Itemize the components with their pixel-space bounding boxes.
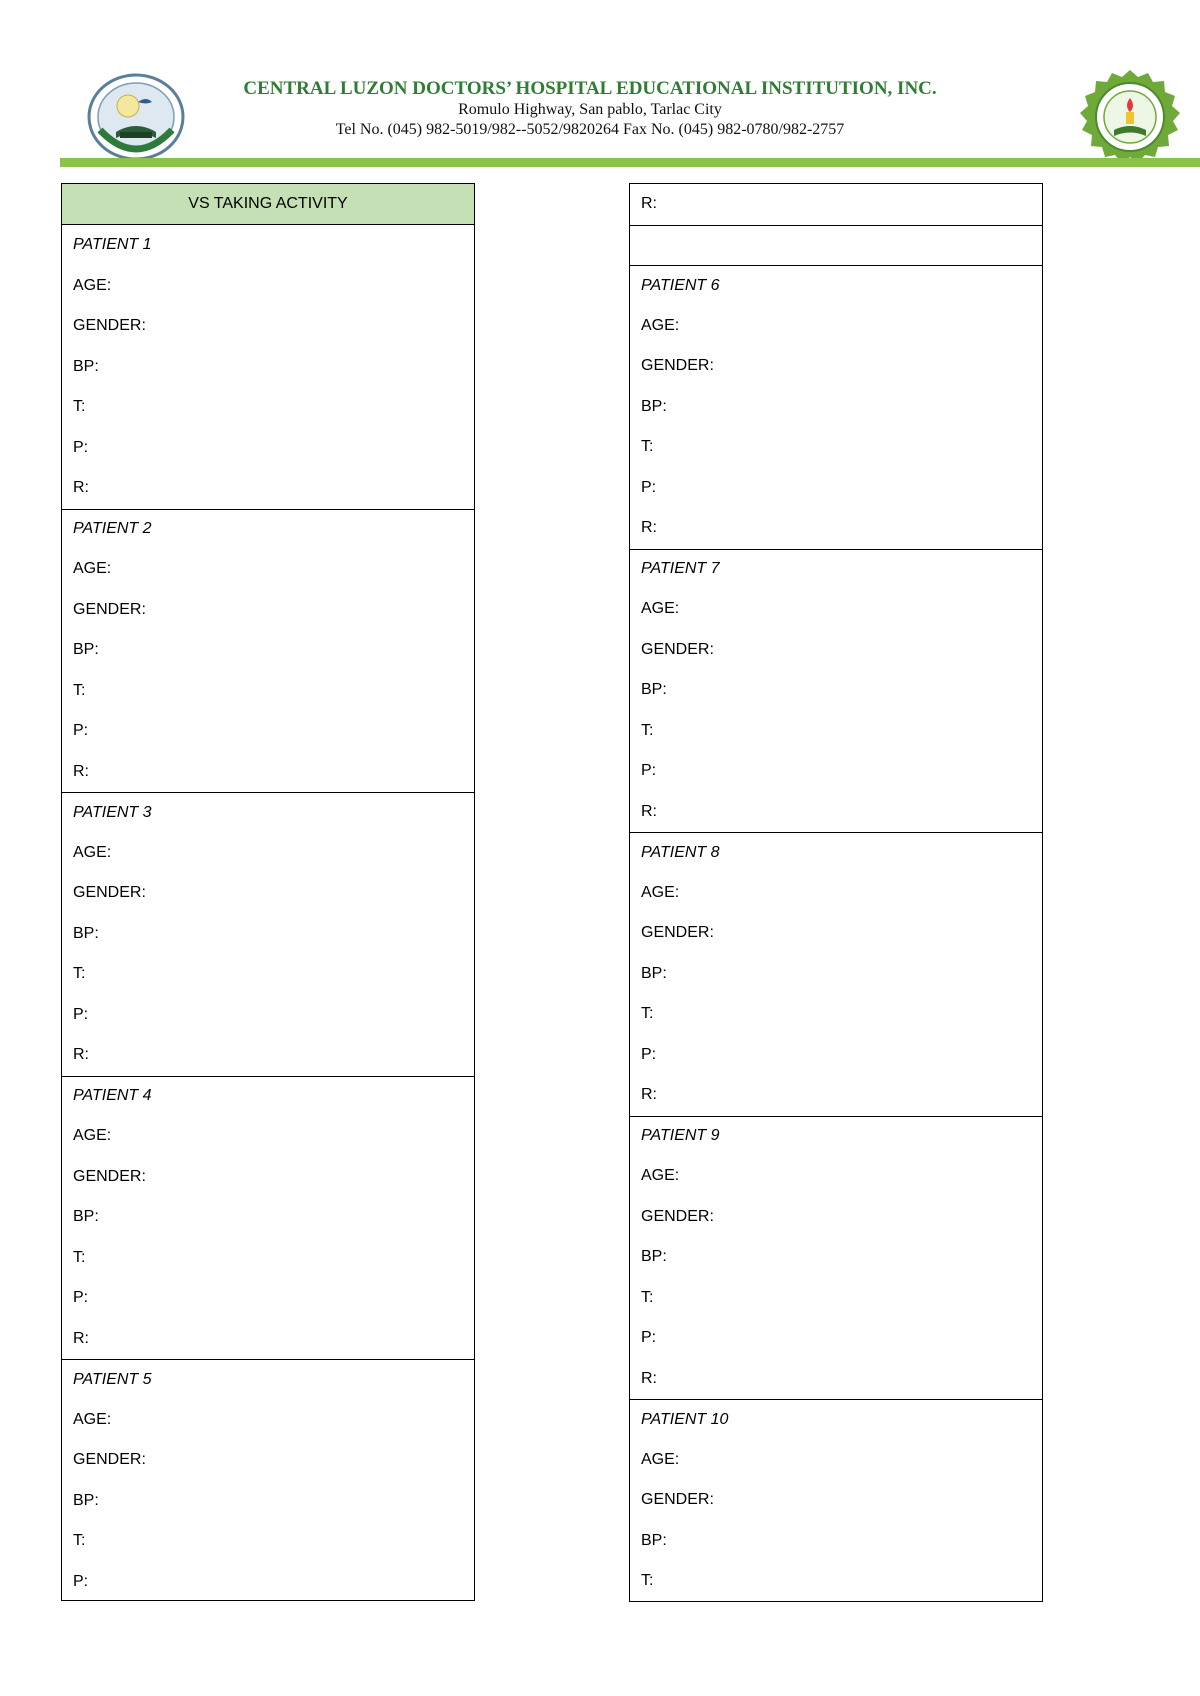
gender-field: GENDER: <box>641 924 714 942</box>
r-field: R: <box>73 1046 89 1064</box>
gender-field: GENDER: <box>641 357 714 375</box>
gender-field: GENDER: <box>73 884 146 902</box>
patient-3-header: PATIENT 3 <box>62 792 474 833</box>
age-field: AGE: <box>73 843 112 861</box>
bp-field: BP: <box>641 397 667 415</box>
p-field: P: <box>641 1329 657 1347</box>
p-field: P: <box>641 1045 657 1063</box>
p-field: P: <box>73 1572 89 1590</box>
r-field: R: <box>641 195 657 213</box>
age-field: AGE: <box>641 600 680 618</box>
r-field: R: <box>641 1369 657 1387</box>
p-field: P: <box>73 1005 89 1023</box>
gender-field: GENDER: <box>73 317 146 335</box>
patient-6-header: PATIENT 6 <box>630 265 1042 306</box>
bp-field: BP: <box>73 924 99 942</box>
gender-field: GENDER: <box>73 1167 146 1185</box>
age-field: AGE: <box>73 1410 112 1428</box>
p-field: P: <box>73 438 89 456</box>
institution-contact: Tel No. (045) 982-5019/982--5052/9820264 Fax No. (045) 982-0780/982-2757 <box>335 121 845 138</box>
age-field: AGE: <box>641 1450 680 1468</box>
p-field: P: <box>641 478 657 496</box>
bp-field: BP: <box>641 681 667 699</box>
institution-name: CENTRAL LUZON DOCTORS’ HOSPITAL EDUCATIONAL INSTITUTION, INC. <box>243 78 937 99</box>
t-field: T: <box>73 965 86 983</box>
patient-2-header: PATIENT 2 <box>62 509 474 550</box>
institution-seal-icon <box>1076 68 1184 166</box>
r-field: R: <box>73 1329 89 1347</box>
t-field: T: <box>641 721 654 739</box>
patient-4-header: PATIENT 4 <box>62 1076 474 1117</box>
age-field: AGE: <box>73 276 112 294</box>
bp-field: BP: <box>641 1248 667 1266</box>
age-field: AGE: <box>641 1167 680 1185</box>
t-field: T: <box>641 1572 654 1590</box>
patient-1-header: PATIENT 1 <box>73 236 152 254</box>
patient-5-header: PATIENT 5 <box>62 1359 474 1400</box>
header-divider-bar <box>60 158 1200 167</box>
age-field: AGE: <box>641 883 680 901</box>
patient-10-header: PATIENT 10 <box>630 1399 1042 1440</box>
bp-field: BP: <box>641 1531 667 1549</box>
form-column-left <box>61 183 475 1601</box>
gender-field: GENDER: <box>641 640 714 658</box>
t-field: T: <box>73 1248 86 1266</box>
college-of-nursing-logo-icon <box>86 72 186 162</box>
gender-field: GENDER: <box>641 1491 714 1509</box>
gender-field: GENDER: <box>73 1451 146 1469</box>
bp-field: BP: <box>641 964 667 982</box>
bp-field: BP: <box>73 357 99 375</box>
age-field: AGE: <box>73 1127 112 1145</box>
t-field: T: <box>73 681 86 699</box>
p-field: P: <box>73 722 89 740</box>
form-column-right <box>629 183 1043 1602</box>
p-field: P: <box>73 1289 89 1307</box>
bp-field: BP: <box>73 1491 99 1509</box>
gender-field: GENDER: <box>73 600 146 618</box>
r-field: R: <box>73 762 89 780</box>
r-field: R: <box>73 479 89 497</box>
institution-address: Romulo Highway, San pablo, Tarlac City <box>458 101 722 118</box>
patient-7-header: PATIENT 7 <box>630 549 1042 590</box>
t-field: T: <box>641 438 654 456</box>
bp-field: BP: <box>73 1208 99 1226</box>
age-field: AGE: <box>641 316 680 334</box>
letterhead <box>0 0 1200 170</box>
t-field: T: <box>641 1005 654 1023</box>
gender-field: GENDER: <box>641 1207 714 1225</box>
r-field: R: <box>641 1086 657 1104</box>
t-field: T: <box>73 398 86 416</box>
form-title: VS TAKING ACTIVITY <box>62 184 474 225</box>
p-field: P: <box>641 762 657 780</box>
r-field: R: <box>641 802 657 820</box>
patient-9-header: PATIENT 9 <box>630 1116 1042 1157</box>
t-field: T: <box>73 1532 86 1550</box>
patient-8-header: PATIENT 8 <box>630 832 1042 873</box>
bp-field: BP: <box>73 641 99 659</box>
age-field: AGE: <box>73 560 112 578</box>
r-field: R: <box>641 519 657 537</box>
blank-field <box>630 225 1042 266</box>
t-field: T: <box>641 1288 654 1306</box>
